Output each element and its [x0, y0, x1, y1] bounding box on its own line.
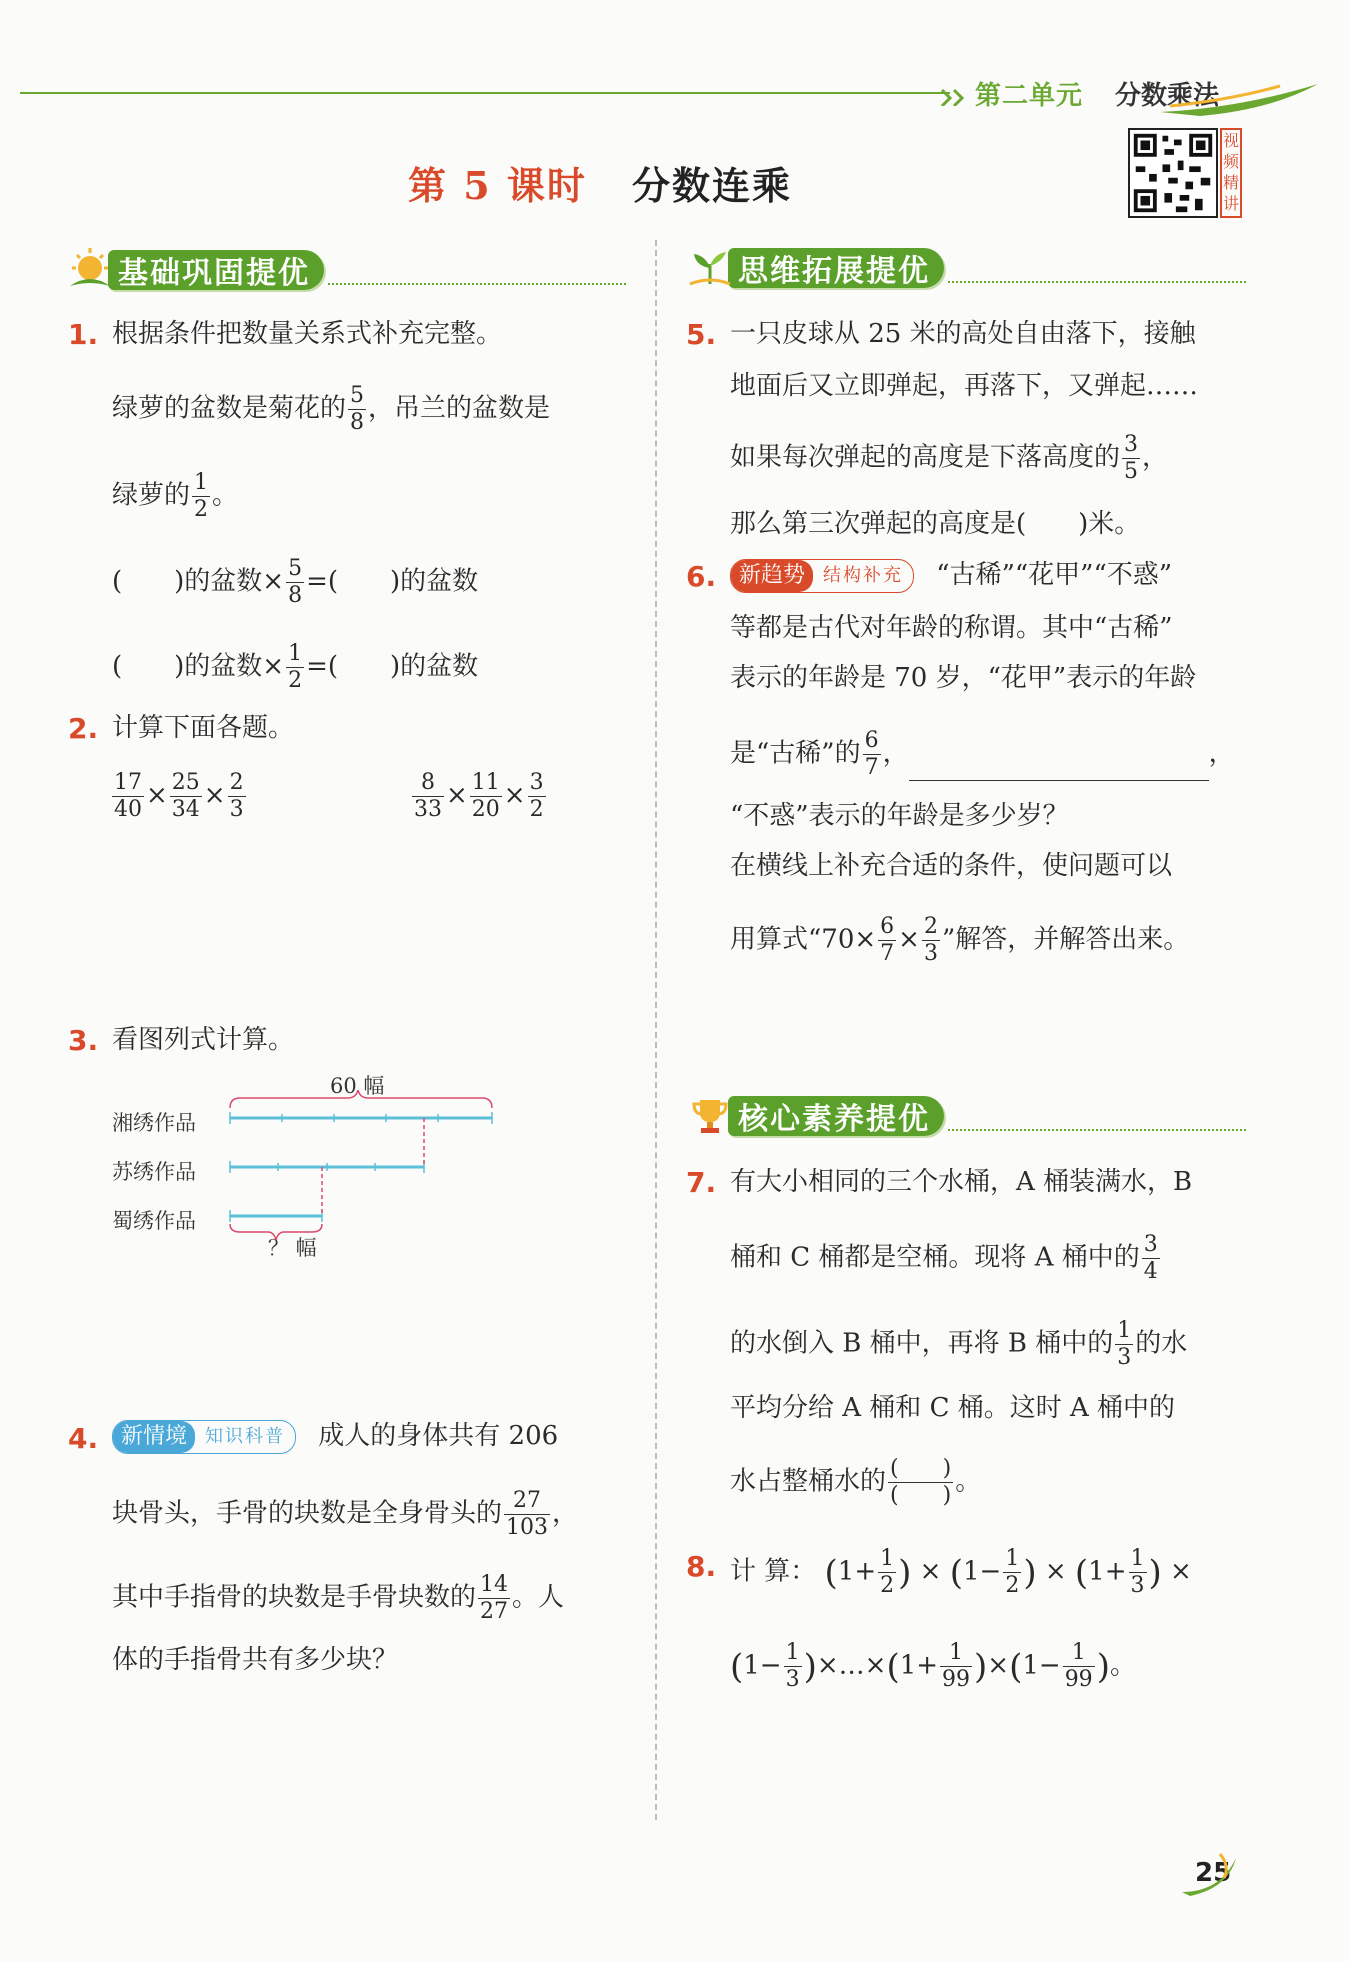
question-number: 4. [68, 1422, 99, 1455]
segment-diagram [220, 1090, 510, 1240]
q5-line-3: 如果每次弹起的高度是下落高度的 $\frac{3}{5}$ ， [730, 432, 1169, 484]
q4-line-2: 块骨头，手骨的块数是全身骨头的 $\frac{27}{103}$ ， [112, 1488, 579, 1540]
q1-condition-1: 绿萝的盆数是菊花的 $\frac{5}{8}$ ，吊兰的盆数是 [112, 383, 551, 435]
topic-label: 分数乘法 [1115, 81, 1220, 111]
q1-condition-2: 绿萝的 $\frac{1}{2}$ 。 [112, 470, 239, 522]
question-number: 3. [68, 1024, 99, 1057]
diagram-row-label: 蜀绣作品 [112, 1209, 196, 1233]
q6-line-1: 新趋势 结构补充 “古稀”“花甲”“不惑” [730, 555, 1172, 595]
condition-blank[interactable] [909, 751, 1209, 781]
chevron-right-icon [940, 86, 970, 106]
question-number: 7. [686, 1166, 717, 1199]
q6-line-2: 等都是古代对年龄的称谓。其中“古稀” [730, 613, 1173, 643]
section-core: 核心素养提优 [686, 1094, 1246, 1138]
diagram-row-label: 湘绣作品 [112, 1111, 196, 1135]
q4-line-3: 其中手指骨的块数是手骨块数的 $\frac{14}{27}$ 。人 [112, 1572, 565, 1624]
q2-expression-1: $\frac{17}{40}$ × $\frac{25}{34}$ × $\frac{2}{3}$ [114, 770, 244, 822]
q5-line-1: 一只皮球从 25 米的高处自由落下，接触 [730, 319, 1196, 349]
q8-line-2: (1− $\frac{1}{3}$ )×…×(1+ $\frac{1}{99}$ )×(1− $\frac{1}{99}$ )。 [730, 1640, 1136, 1692]
q6-line-4: 是“古稀”的 $\frac{6}{7}$ ， ， [730, 728, 1235, 780]
diagram-bottom-label: ？ 幅 [268, 1236, 317, 1260]
q6-line-3: 表示的年龄是 70 岁，“花甲”表示的年龄 [730, 663, 1197, 693]
q1-prompt: 根据条件把数量关系式补充完整。 [112, 319, 503, 349]
question-number: 8. [686, 1550, 717, 1583]
video-explain-label[interactable]: 视 频 精 讲 [1220, 128, 1242, 218]
question-number: 6. [686, 560, 717, 593]
question-number: 5. [686, 318, 717, 351]
page-number: 25 [1195, 1858, 1232, 1888]
q2-prompt: 计算下面各题。 [112, 713, 295, 743]
leaf-swoosh-icon [1160, 80, 1320, 120]
section-thinking: 思维拓展提优 [686, 246, 1246, 290]
trophy-icon [686, 1092, 734, 1140]
q4-line-1: 新情境 知识科普 成人的身体共有 206 [112, 1416, 558, 1456]
q7-line-4: 平均分给 A 桶和 C 桶。这时 A 桶中的 [730, 1393, 1176, 1423]
question-number: 2. [68, 712, 99, 745]
q6-line-7: 用算式“70× $\frac{6}{7}$ × $\frac{2}{3}$ ”解答，并解答出来。 [730, 914, 1190, 966]
q5-line-4[interactable]: 那么第三次弹起的高度是( )米。 [730, 509, 1141, 539]
q8-line-1: 计 算： (1+ $\frac{1}{2}$ ) × (1− $\frac{1}{2}$ ) × (1+ $\frac{1}{3}$ ) × [730, 1546, 1192, 1598]
q7-line-1: 有大小相同的三个水桶，A 桶装满水，B [730, 1167, 1193, 1197]
q6-line-5: “不惑”表示的年龄是多少岁？ [730, 801, 1069, 831]
q2-expression-2: $\frac{8}{33}$ × $\frac{11}{20}$ × $\frac{3}{2}$ [414, 770, 544, 822]
section-basic: 基础巩固提优 [66, 248, 626, 292]
diagram-row-label: 苏绣作品 [112, 1160, 196, 1184]
page-swoosh-icon [1180, 1848, 1240, 1898]
new-context-tag: 新情境 知识科普 [112, 1420, 296, 1454]
question-number: 1. [68, 318, 99, 351]
q4-line-4: 体的手指骨共有多少块？ [112, 1645, 399, 1675]
diagram-top-label: 60 幅 [330, 1074, 385, 1098]
lesson-name: 分数连乘 [631, 163, 792, 208]
q5-line-2: 地面后又立即弹起，再落下，又弹起…… [730, 371, 1199, 401]
q6-line-6: 在横线上补充合适的条件，使问题可以 [730, 851, 1173, 881]
q7-line-5: 水占整桶水的 $\frac{( )}{( )}$ 。 [730, 1456, 982, 1508]
q3-prompt: 看图列式计算。 [112, 1025, 295, 1055]
unit-label: 第二单元 [975, 81, 1084, 111]
header-rule [20, 92, 950, 94]
lesson-number: 第 5 课时 [407, 163, 587, 208]
q7-line-3: 的水倒入 B 桶中，再将 B 桶中的 $\frac{1}{3}$ 的水 [730, 1318, 1188, 1370]
q7-line-2: 桶和 C 桶都是空桶。现将 A 桶中的 $\frac{3}{4}$ [730, 1232, 1158, 1284]
sprout-icon [686, 244, 734, 292]
q1-relation-2[interactable]: ( )的盆数× $\frac{1}{2}$ =( )的盆数 [112, 641, 479, 693]
sun-leaf-icon [66, 246, 114, 294]
column-divider [655, 240, 657, 1820]
answer-fraction-blank[interactable]: $\frac{( )}{( )}$ [890, 1456, 952, 1508]
new-trend-tag: 新趋势 结构补充 [730, 559, 914, 593]
qr-code-icon[interactable] [1128, 128, 1218, 218]
q1-relation-1[interactable]: ( )的盆数× $\frac{5}{8}$ =( )的盆数 [112, 556, 479, 608]
